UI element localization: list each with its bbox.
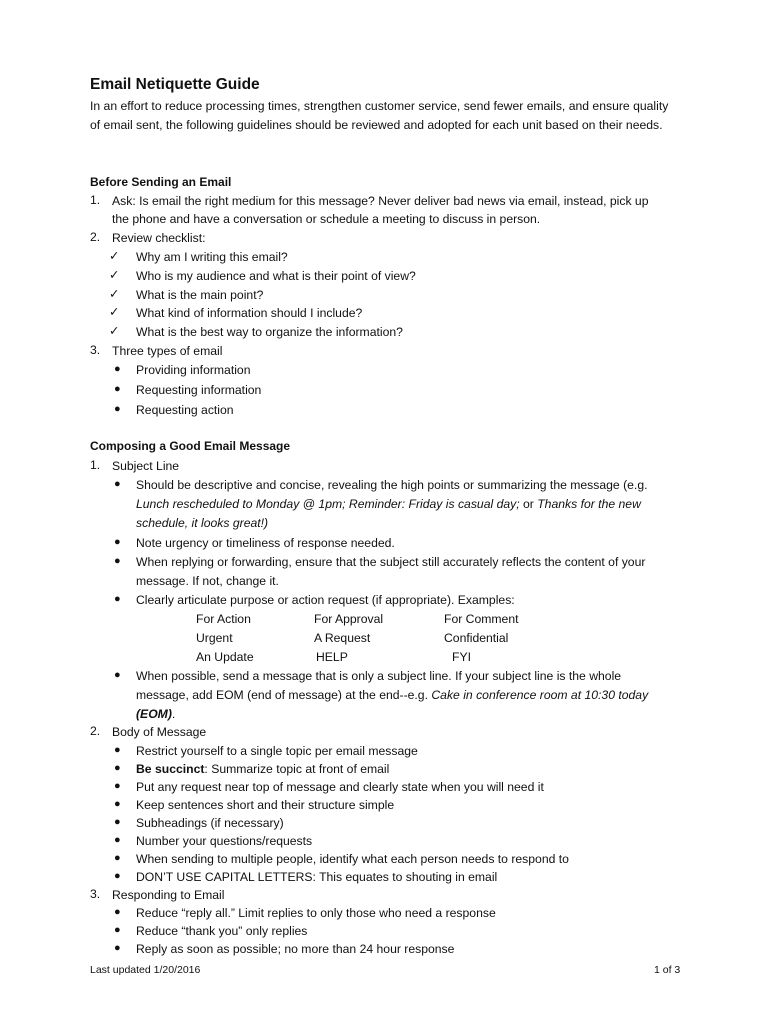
bullet-item: Note urgency or timeliness of response needed. [136, 536, 395, 550]
bullet-icon: ● [114, 798, 121, 810]
bullet-icon: ● [114, 669, 121, 681]
bullet-item: Should be descriptive and concise, revealing the high points or summarizing the message (e.g. [136, 478, 648, 492]
list-number: 3. [90, 887, 101, 901]
bullet-item: Be succinct: Summarize topic at front of email [136, 762, 390, 776]
list-item-text: Three types of email [112, 344, 223, 358]
checkmark-icon: ✓ [109, 305, 120, 319]
list-number: 1. [90, 193, 101, 207]
example-cell: HELP [316, 650, 348, 664]
checklist-item: Why am I writing this email? [136, 250, 288, 264]
bullet-item: Put any request near top of message and clearly state when you will need it [136, 780, 544, 794]
example-cell: For Approval [314, 612, 384, 626]
page-title: Email Netiquette Guide [90, 76, 260, 93]
bullet-icon: ● [114, 762, 121, 774]
footer-updated: Last updated 1/20/2016 [90, 964, 201, 976]
bullet-icon: ● [114, 816, 121, 828]
list-item-text: Body of Message [112, 725, 207, 739]
bullet-icon: ● [114, 403, 121, 415]
example-cell: An Update [196, 650, 254, 664]
example-cell: Confidential [444, 631, 509, 645]
bullet-icon: ● [114, 906, 121, 918]
bullet-item: DON’T USE CAPITAL LETTERS: This equates to shouting in email [136, 870, 498, 884]
example-cell: For Action [196, 612, 251, 626]
bullet-icon: ● [114, 852, 121, 864]
list-item-text: the phone and have a conversation or schedule a meeting to discuss in person. [112, 212, 541, 226]
list-number: 2. [90, 230, 101, 244]
example-cell: FYI [452, 650, 471, 664]
bullet-icon: ● [114, 363, 121, 375]
bullet-item: Restrict yourself to a single topic per email message [136, 744, 418, 758]
checklist-item: What kind of information should I include? [136, 306, 363, 320]
list-item-text: Subject Line [112, 459, 180, 473]
section-heading-composing: Composing a Good Email Message [90, 439, 291, 453]
bullet-icon: ● [114, 478, 121, 490]
checklist-item: Who is my audience and what is their point of view? [136, 269, 416, 283]
bullet-item: Keep sentences short and their structure simple [136, 798, 395, 812]
bullet-icon: ● [114, 834, 121, 846]
list-number: 2. [90, 724, 101, 738]
section-heading-before: Before Sending an Email [90, 175, 232, 189]
bullet-item: When sending to multiple people, identify what each person needs to respond to [136, 852, 569, 866]
bullet-item: When replying or forwarding, ensure that the subject still accurately reflects the content of your [136, 555, 646, 569]
example-cell: For Comment [444, 612, 519, 626]
bullet-icon: ● [114, 744, 121, 756]
bullet-item: Requesting information [136, 383, 262, 397]
list-item-text: Review checklist: [112, 231, 206, 245]
checkmark-icon: ✓ [109, 324, 120, 338]
bullet-item-continued: message. If not, change it. [136, 574, 279, 588]
bullet-item: Reply as soon as possible; no more than 24 hour response [136, 942, 455, 956]
bullet-icon: ● [114, 593, 121, 605]
checklist-item: What is the main point? [136, 288, 264, 302]
bullet-item-continued: (EOM). [136, 707, 176, 721]
document-page [90, 0, 690, 1024]
checkmark-icon: ✓ [109, 268, 120, 282]
bullet-icon: ● [114, 942, 121, 954]
example-cell: A Request [314, 631, 371, 645]
bullet-icon: ● [114, 536, 121, 548]
bullet-icon: ● [114, 780, 121, 792]
bullet-item: Reduce “thank you” only replies [136, 924, 308, 938]
bullet-item: When possible, send a message that is only a subject line. If your subject line is the whole [136, 669, 622, 683]
list-item-text: Responding to Email [112, 888, 225, 902]
bullet-icon: ● [114, 870, 121, 882]
bullet-item: Subheadings (if necessary) [136, 816, 284, 830]
list-number: 3. [90, 343, 101, 357]
bullet-icon: ● [114, 383, 121, 395]
bullet-item-continued: schedule, it looks great!) [136, 516, 269, 530]
bullet-item: Number your questions/requests [136, 834, 313, 848]
bullet-item-continued: Lunch rescheduled to Monday @ 1pm; Reminder: Friday is casual day; or Thanks for the new [136, 497, 641, 511]
bullet-item: Reduce “reply all.” Limit replies to only those who need a response [136, 906, 496, 920]
checkmark-icon: ✓ [109, 287, 120, 301]
bullet-item: Requesting action [136, 403, 234, 417]
list-item-text: Ask: Is email the right medium for this message? Never deliver bad news via email, instead, pick up [112, 194, 649, 208]
bullet-icon: ● [114, 924, 121, 936]
bullet-item: Providing information [136, 363, 251, 377]
footer-page-number: 1 of 3 [654, 964, 681, 976]
checklist-item: What is the best way to organize the information? [136, 325, 403, 339]
checkmark-icon: ✓ [109, 249, 120, 263]
intro-paragraph: In an effort to reduce processing times, strengthen customer service, send fewer emails, and ensure quality of email sent, the following guidelines should be reviewed and adopted for each unit based on their needs. [90, 99, 669, 132]
bullet-icon: ● [114, 555, 121, 567]
example-cell: Urgent [196, 631, 233, 645]
bullet-item-continued: message, add EOM (end of message) at the end--e.g. Cake in conference room at 10:30 today [136, 688, 649, 702]
list-number: 1. [90, 458, 101, 472]
bullet-item: Clearly articulate purpose or action request (if appropriate). Examples: [136, 593, 515, 607]
